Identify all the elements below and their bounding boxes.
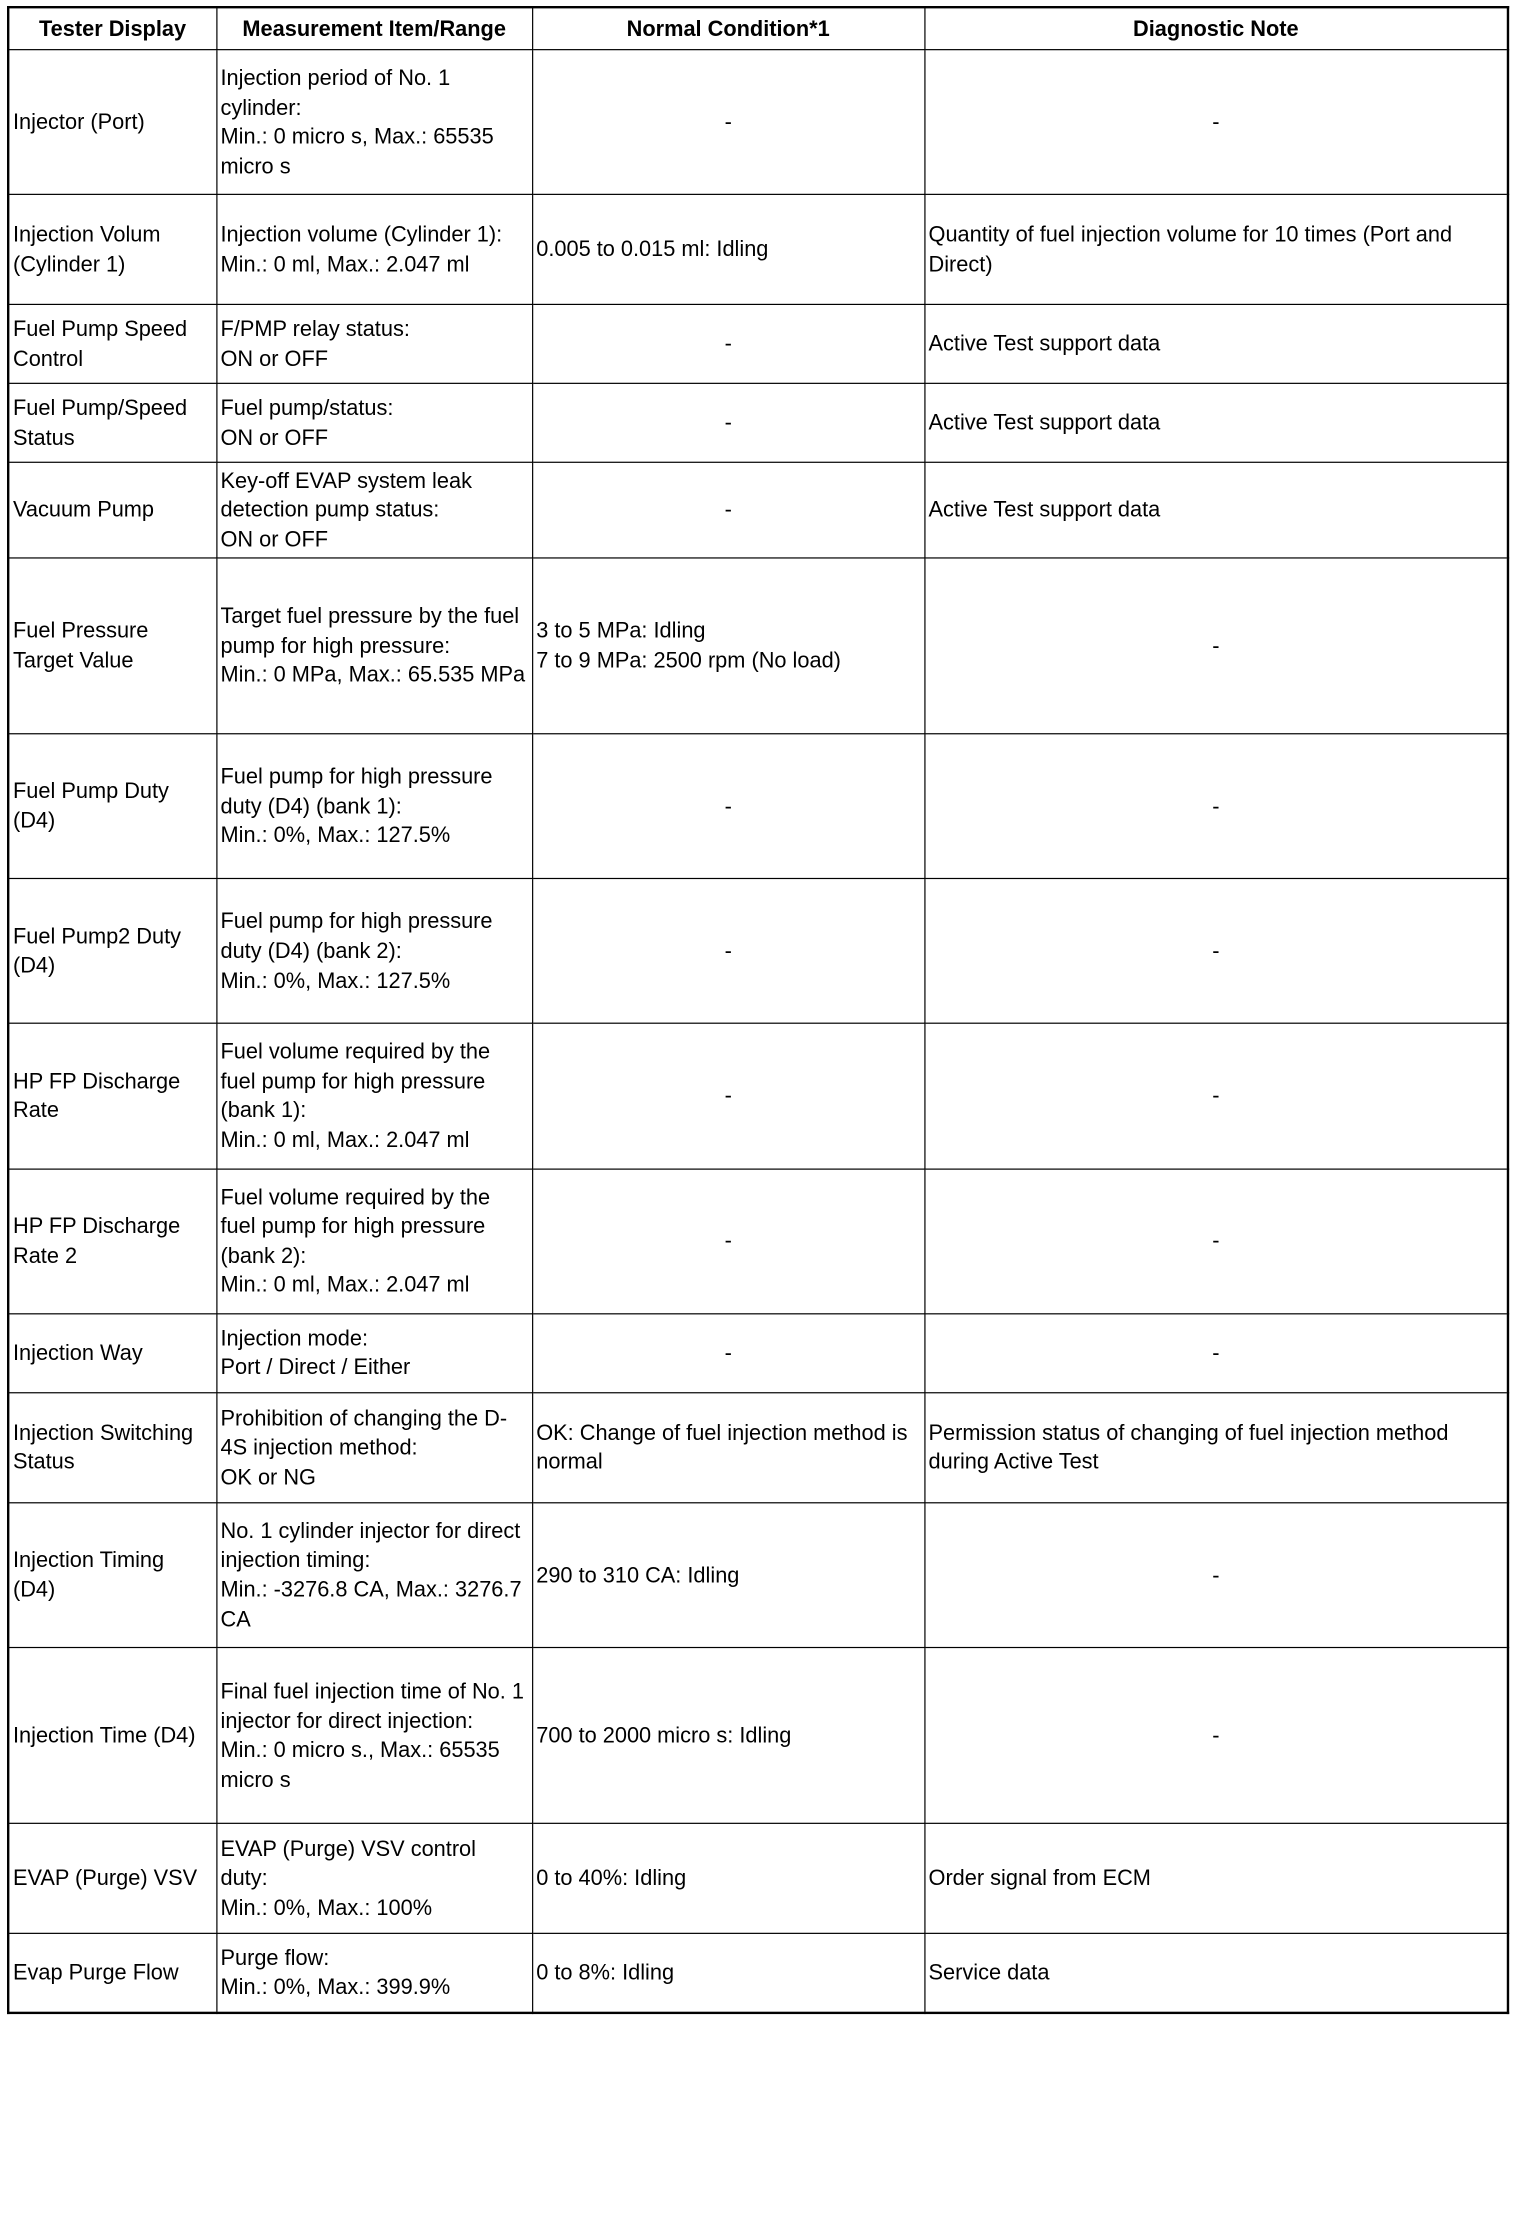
cell-tester-display bbox=[8, 195, 216, 305]
header-diagnostic-note: Diagnostic Note bbox=[924, 7, 1508, 49]
cell-text: Fuel Pump Speed Control bbox=[12, 317, 188, 371]
cell-measurement-item bbox=[216, 1648, 532, 1824]
cell-text: Final fuel injection time of No. 1 injector for direct injection: bbox=[220, 1679, 524, 1733]
cell-text: Quantity of fuel injection volume for 10 times (Port and Direct) bbox=[928, 222, 1453, 276]
cell-text: 290 to 310 CA: Idling bbox=[536, 1562, 740, 1587]
cell-text: Evap Purge Flow bbox=[12, 1960, 179, 1985]
cell-text: Min.: 0 micro s., Max.: 65535 micro s bbox=[220, 1737, 500, 1792]
cell-measurement-item bbox=[216, 734, 532, 879]
cell-text: Fuel Pump/Speed Status bbox=[12, 396, 188, 450]
cell-text: Purge flow: bbox=[220, 1945, 330, 1970]
table-row bbox=[8, 1824, 1508, 1934]
cell-text: EVAP (Purge) VSV control duty: bbox=[220, 1836, 477, 1891]
cell-normal-condition bbox=[532, 1648, 924, 1824]
table-row bbox=[8, 1024, 1508, 1169]
table-row bbox=[8, 1393, 1508, 1503]
cell-text: OK: Change of fuel injection method is normal bbox=[536, 1420, 908, 1474]
cell-normal-condition bbox=[532, 1503, 924, 1648]
cell-text: Fuel pump for high pressure duty (D4) (bank 2): bbox=[220, 909, 493, 963]
cell-text: EVAP (Purge) VSV bbox=[12, 1866, 198, 1891]
cell-text: Target fuel pressure by the fuel pump for high pressure: bbox=[220, 603, 520, 658]
cell-text: Fuel Pump Duty (D4) bbox=[12, 779, 169, 833]
cell-normal-condition bbox=[532, 305, 924, 384]
cell-tester-display bbox=[8, 1314, 216, 1393]
cell-text: - bbox=[1212, 1562, 1220, 1587]
cell-tester-display bbox=[8, 734, 216, 879]
cell-text: Injection Volum (Cylinder 1) bbox=[12, 222, 161, 276]
data-list-table bbox=[7, 6, 1509, 2014]
cell-measurement-item bbox=[216, 1024, 532, 1169]
cell-text: OK or NG bbox=[220, 1464, 316, 1489]
cell-text: - bbox=[724, 1340, 732, 1365]
cell-tester-display bbox=[8, 305, 216, 384]
cell-text: - bbox=[1212, 109, 1220, 134]
cell-text: - bbox=[724, 1228, 732, 1253]
header-normal-condition: Normal Condition*1 bbox=[532, 7, 924, 49]
cell-text: Injection Time (D4) bbox=[12, 1723, 196, 1748]
cell-measurement-item bbox=[216, 558, 532, 734]
cell-text: Injection period of No. 1 cylinder: bbox=[220, 65, 451, 120]
cell-text: ON or OFF bbox=[220, 346, 329, 371]
cell-tester-display bbox=[8, 1648, 216, 1824]
cell-text: F/PMP relay status: bbox=[220, 317, 410, 342]
cell-text: - bbox=[1212, 1228, 1220, 1253]
cell-text: Active Test support data bbox=[928, 331, 1161, 356]
cell-text: Key-off EVAP system leak detection pump status: bbox=[220, 468, 472, 522]
cell-tester-display bbox=[8, 1393, 216, 1503]
cell-measurement-item bbox=[216, 50, 532, 195]
table-row bbox=[8, 1314, 1508, 1393]
cell-normal-condition bbox=[532, 1314, 924, 1393]
cell-text: Min.: 0%, Max.: 127.5% bbox=[220, 968, 451, 993]
table-row bbox=[8, 384, 1508, 463]
cell-text: Fuel Pressure Target Value bbox=[12, 618, 149, 672]
cell-text: - bbox=[1212, 1083, 1220, 1108]
table-row bbox=[8, 1648, 1508, 1824]
cell-measurement-item bbox=[216, 1503, 532, 1648]
table-row bbox=[8, 734, 1508, 879]
cell-text: Min.: 0 ml, Max.: 2.047 ml bbox=[220, 1272, 470, 1297]
cell-text: - bbox=[724, 331, 732, 356]
cell-measurement-item bbox=[216, 305, 532, 384]
cell-diagnostic-note bbox=[924, 734, 1508, 879]
cell-text: Min.: 0 MPa, Max.: 65.535 MPa bbox=[220, 662, 526, 687]
cell-text: - bbox=[724, 109, 732, 134]
table-row bbox=[8, 1169, 1508, 1314]
cell-normal-condition bbox=[532, 384, 924, 463]
cell-text: Order signal from ECM bbox=[928, 1866, 1151, 1891]
cell-tester-display bbox=[8, 1934, 216, 2013]
cell-normal-condition bbox=[532, 879, 924, 1024]
cell-text: ON or OFF bbox=[220, 425, 329, 450]
cell-text: Prohibition of changing the D-4S injection method: bbox=[220, 1405, 508, 1460]
cell-text: Active Test support data bbox=[928, 410, 1161, 435]
table-row bbox=[8, 558, 1508, 734]
cell-normal-condition bbox=[532, 50, 924, 195]
cell-measurement-item bbox=[216, 1314, 532, 1393]
cell-text: 700 to 2000 micro s: Idling bbox=[536, 1723, 792, 1748]
cell-text: Min.: 0 ml, Max.: 2.047 ml bbox=[220, 252, 470, 276]
cell-text: 0.005 to 0.015 ml: Idling bbox=[536, 237, 769, 262]
cell-measurement-item bbox=[216, 1934, 532, 2013]
cell-text: Fuel volume required by the fuel pump for high pressure (bank 2): bbox=[220, 1184, 491, 1268]
cell-diagnostic-note bbox=[924, 1503, 1508, 1648]
table-row bbox=[8, 1934, 1508, 2013]
cell-text: Min.: 0 ml, Max.: 2.047 ml bbox=[220, 1127, 470, 1152]
cell-text: - bbox=[724, 1083, 732, 1108]
cell-text: - bbox=[724, 410, 732, 435]
cell-text: ON or OFF bbox=[220, 527, 329, 552]
cell-tester-display bbox=[8, 879, 216, 1024]
cell-diagnostic-note bbox=[924, 879, 1508, 1024]
cell-text: Injection Timing (D4) bbox=[12, 1548, 165, 1602]
cell-measurement-item bbox=[216, 1169, 532, 1314]
cell-diagnostic-note bbox=[924, 305, 1508, 384]
cell-text: - bbox=[724, 793, 732, 818]
cell-text: No. 1 cylinder injector for direct injection timing: bbox=[220, 1518, 521, 1573]
cell-text: Min.: 0 micro s, Max.: 65535 micro s bbox=[220, 124, 494, 178]
cell-text: Injection Way bbox=[12, 1340, 143, 1365]
table-row bbox=[8, 1503, 1508, 1648]
cell-text: Injection mode: bbox=[220, 1326, 369, 1351]
cell-text: 3 to 5 MPa: Idling bbox=[536, 618, 706, 643]
table-body bbox=[8, 50, 1508, 2013]
cell-measurement-item bbox=[216, 463, 532, 558]
table-row bbox=[8, 879, 1508, 1024]
cell-diagnostic-note bbox=[924, 1024, 1508, 1169]
cell-measurement-item bbox=[216, 195, 532, 305]
page bbox=[7, 6, 1520, 2233]
cell-diagnostic-note bbox=[924, 1314, 1508, 1393]
cell-measurement-item bbox=[216, 879, 532, 1024]
cell-text: HP FP Discharge Rate bbox=[12, 1069, 181, 1123]
cell-diagnostic-note bbox=[924, 1934, 1508, 2013]
cell-tester-display bbox=[8, 384, 216, 463]
cell-diagnostic-note bbox=[924, 50, 1508, 195]
cell-text: Fuel pump for high pressure duty (D4) (bank 1): bbox=[220, 764, 493, 818]
cell-text: HP FP Discharge Rate 2 bbox=[12, 1214, 181, 1268]
cell-text: Min.: 0%, Max.: 399.9% bbox=[220, 1975, 451, 2000]
cell-diagnostic-note bbox=[924, 558, 1508, 734]
cell-text: - bbox=[1212, 793, 1220, 818]
cell-tester-display bbox=[8, 558, 216, 734]
cell-text: Min.: -3276.8 CA, Max.: 3276.7 CA bbox=[220, 1577, 522, 1631]
table-row bbox=[8, 463, 1508, 558]
cell-normal-condition bbox=[532, 1024, 924, 1169]
cell-diagnostic-note bbox=[924, 384, 1508, 463]
header-tester-display: Tester Display bbox=[8, 7, 216, 49]
cell-tester-display bbox=[8, 50, 216, 195]
cell-text: Fuel volume required by the fuel pump for high pressure (bank 1): bbox=[220, 1039, 491, 1123]
cell-text: Permission status of changing of fuel injection method during Active Test bbox=[928, 1420, 1449, 1474]
cell-diagnostic-note bbox=[924, 1824, 1508, 1934]
cell-text: Min.: 0%, Max.: 100% bbox=[220, 1895, 433, 1920]
cell-tester-display bbox=[8, 1503, 216, 1648]
cell-normal-condition bbox=[532, 1393, 924, 1503]
cell-measurement-item bbox=[216, 384, 532, 463]
header-row bbox=[8, 7, 1508, 49]
cell-diagnostic-note bbox=[924, 195, 1508, 305]
cell-tester-display bbox=[8, 1024, 216, 1169]
cell-tester-display bbox=[8, 463, 216, 558]
table-row bbox=[8, 305, 1508, 384]
cell-text: - bbox=[1212, 1723, 1220, 1748]
cell-normal-condition bbox=[532, 195, 924, 305]
cell-text: - bbox=[724, 938, 732, 963]
cell-normal-condition bbox=[532, 1934, 924, 2013]
cell-normal-condition bbox=[532, 1169, 924, 1314]
cell-text: Vacuum Pump bbox=[12, 497, 155, 522]
cell-normal-condition bbox=[532, 1824, 924, 1934]
cell-text: Port / Direct / Either bbox=[220, 1355, 411, 1380]
cell-text: 7 to 9 MPa: 2500 rpm (No load) bbox=[536, 648, 841, 672]
cell-text: Injection volume (Cylinder 1): bbox=[220, 222, 503, 247]
cell-normal-condition bbox=[532, 558, 924, 734]
cell-text: Fuel pump/status: bbox=[220, 396, 394, 421]
cell-diagnostic-note bbox=[924, 463, 1508, 558]
cell-normal-condition bbox=[532, 734, 924, 879]
table-row bbox=[8, 50, 1508, 195]
cell-text: Active Test support data bbox=[928, 497, 1161, 522]
cell-tester-display bbox=[8, 1824, 216, 1934]
cell-diagnostic-note bbox=[924, 1648, 1508, 1824]
cell-text: Injector (Port) bbox=[12, 109, 145, 134]
header-measurement-item: Measurement Item/Range bbox=[216, 7, 532, 49]
cell-diagnostic-note bbox=[924, 1393, 1508, 1503]
cell-text: Service data bbox=[928, 1960, 1050, 1985]
cell-text: - bbox=[1212, 938, 1220, 963]
cell-text: Injection Switching Status bbox=[12, 1420, 194, 1474]
table-row bbox=[8, 195, 1508, 305]
cell-measurement-item bbox=[216, 1824, 532, 1934]
cell-tester-display bbox=[8, 1169, 216, 1314]
cell-text: 0 to 40%: Idling bbox=[536, 1866, 687, 1891]
cell-measurement-item bbox=[216, 1393, 532, 1503]
cell-text: Fuel Pump2 Duty (D4) bbox=[12, 924, 182, 978]
cell-text: - bbox=[724, 497, 732, 522]
cell-text: - bbox=[1212, 633, 1220, 658]
cell-text: 0 to 8%: Idling bbox=[536, 1960, 675, 1985]
cell-text: - bbox=[1212, 1340, 1220, 1365]
cell-diagnostic-note bbox=[924, 1169, 1508, 1314]
cell-text: Min.: 0%, Max.: 127.5% bbox=[220, 823, 451, 848]
cell-normal-condition bbox=[532, 463, 924, 558]
